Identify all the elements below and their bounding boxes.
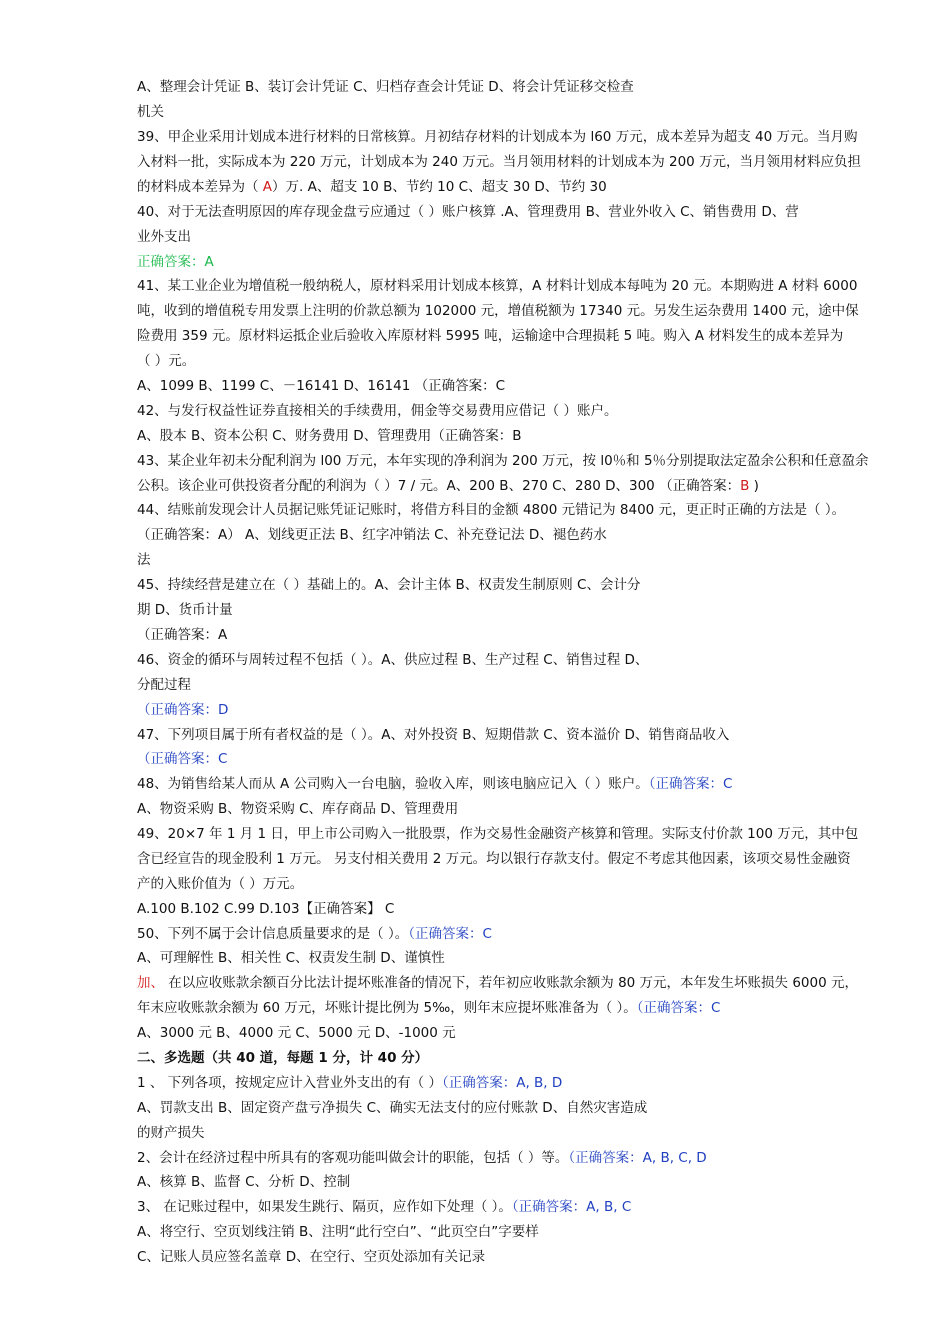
q45-line-1: 45、持续经营是建立在（ ）基础上的。A、会计主体 B、权责发生制原则 C、会计分 xyxy=(137,577,641,593)
mq1-text: 1 、 下列各项，按规定应计入营业外支出的有（ ） xyxy=(137,1075,442,1091)
extra-q-marker: 加、 xyxy=(137,975,164,991)
q45-answer: （正确答案：A xyxy=(137,627,228,643)
q41-line-1: 41、某工业企业为增值税一般纳税人，原材料采用计划成本核算，A 材料计划成本每吨为 20 元。本期购进 A 材料 6000 xyxy=(137,278,858,294)
mq1-line xyxy=(137,1073,562,1093)
extra-q-line-2 xyxy=(137,998,720,1018)
q43-line-1: 43、某企业年初未分配利润为 l00 万元，本年实现的净利润为 200 万元，按 l0％和 5％分别提取法定盈余公积和任意盈余 xyxy=(137,453,869,469)
mq1-options: A、罚款支出 B、固定资产盘亏净损失 C、确实无法支付的应付账款 D、自然灾害造成 xyxy=(137,1100,648,1116)
q49-options: A.100 B.102 C.99 D.103【正确答案】 C xyxy=(137,901,395,917)
q47-answer: （正确答案：C xyxy=(137,751,228,767)
q44-line-3: 法 xyxy=(137,552,151,568)
q43-answer-red: B xyxy=(740,478,750,494)
q39-options: ）万. A、超支 10 B、节约 10 C、超支 30 D、节约 30 xyxy=(272,179,607,195)
q44-line-1: 44、结账前发现会计人员据记账凭证记账时，将借方科目的金额 4800 元错记为 8400 元，更正时正确的方法是（ ）。 xyxy=(137,502,846,518)
q50-text: 50、下列不属于会计信息质量要求的是（ ）。 xyxy=(137,926,409,942)
mq3-options-2: C、记账人员应签名盖章 D、在空行、空页处添加有关记录 xyxy=(137,1249,486,1265)
q39-line-3 xyxy=(137,177,607,197)
mq1-options-cont: 的财产损失 xyxy=(137,1125,205,1141)
q48-text: 48、为销售给某人而从 A 公司购入一台电脑，验收入库，则该电脑应记入（ ）账户。 xyxy=(137,776,649,792)
extra-q-line-1 xyxy=(137,973,905,993)
q39-answer-red: A xyxy=(262,179,273,195)
mq2-answer: （正确答案：A, B, C, D xyxy=(568,1150,707,1166)
section-heading: 二、多选题（共 40 道，每题 1 分，计 40 分） xyxy=(137,1050,429,1066)
q39-text-before: 的材料成本差异为（ xyxy=(137,179,263,195)
q40-line-2: 业外支出 xyxy=(137,229,191,245)
q44-line-2: （正确答案：A） A、划线更正法 B、红字冲销法 C、补充登记法 D、褪色药水 xyxy=(137,527,607,543)
mq1-answer: （正确答案：A, B, D xyxy=(441,1075,563,1091)
q42-line: 42、与发行权益性证券直接相关的手续费用，佣金等交易费用应借记（ ）账户。 xyxy=(137,403,618,419)
q50-line xyxy=(137,924,492,944)
q46-line-1: 46、资金的循环与周转过程不包括（ ）。A、供应过程 B、生产过程 C、销售过程 D、 xyxy=(137,652,649,668)
q48-answer: （正确答案：C xyxy=(648,776,733,792)
q43-text-before: 公积。该企业可供投资者分配的利润为（ ）7 / 元。A、200 B、270 C、280 D、300 （正确答案： xyxy=(137,478,741,494)
q38-options-cont: 机关 xyxy=(137,104,164,120)
q39-line-1: 39、甲企业采用计划成本进行材料的日常核算。月初结存材料的计划成本为 l60 万元，成本差异为超支 40 万元。当月购 xyxy=(137,129,858,145)
q46-answer: （正确答案：D xyxy=(137,702,229,718)
q47-line: 47、下列项目属于所有者权益的是（ ）。A、对外投资 B、短期借款 C、资本溢价 D、销售商品收入 xyxy=(137,727,730,743)
mq3-line xyxy=(137,1197,631,1217)
q41-line-3: 险费用 359 元。原材料运抵企业后验收入库原材料 5995 吨，运输途中合理损耗 5 吨。购入 A 材料发生的成本差异为 xyxy=(137,328,844,344)
extra-q-text: 在以应收账款余额百分比法计提坏账准备的情况下，若年初应收账款余额为 80 万元，本年发生坏账损失 6000 元， xyxy=(164,975,858,991)
extra-q-options: A、3000 元 B、4000 元 C、5000 元 D、-1000 元 xyxy=(137,1025,456,1041)
q43-line-2 xyxy=(137,476,759,496)
mq3-answer: （正确答案：A, B, C xyxy=(511,1199,632,1215)
q49-line-1: 49、20×7 年 1 月 1 日，甲上市公司购入一批股票，作为交易性金融资产核算和管理。实际支付价款 100 万元，其中包 xyxy=(137,826,859,842)
q50-answer: （正确答案：C xyxy=(408,926,492,942)
q38-options-line: A、整理会计凭证 B、装订会计凭证 C、归档存查会计凭证 D、将会计凭证移交检查 xyxy=(137,79,634,95)
q43-text-after: ) xyxy=(749,478,759,494)
q50-options: A、可理解性 B、相关性 C、权责发生制 D、谨慎性 xyxy=(137,950,445,966)
q49-line-3: 产的入账价值为（ ）万元。 xyxy=(137,876,304,892)
mq3-options-1: A、将空行、空页划线注销 B、注明“此行空白”、“此页空白”字要样 xyxy=(137,1224,539,1240)
q40-line-1: 40、对于无法查明原因的库存现金盘亏应通过（ ）账户核算 .A、管理费用 B、营业外收入 C、销售费用 D、营 xyxy=(137,204,799,220)
extra-q-answer: （正确答案：C xyxy=(636,1000,721,1016)
q40-answer: 正确答案：A xyxy=(137,254,214,270)
mq2-line xyxy=(137,1148,707,1168)
mq2-text: 2、会计在经济过程中所具有的客观功能叫做会计的职能，包括（ ）等。 xyxy=(137,1150,569,1166)
mq3-text: 3、 在记账过程中，如果发生跳行、隔页，应作如下处理（ ）。 xyxy=(137,1199,512,1215)
q46-line-2: 分配过程 xyxy=(137,677,191,693)
q48-options: A、物资采购 B、物资采购 C、库存商品 D、管理费用 xyxy=(137,801,459,817)
extra-q-text-2: 年末应收账款余额为 60 万元，坏账计提比例为 5‰，则年末应提坏账准备为（ ）。 xyxy=(137,1000,637,1016)
q45-line-2: 期 D、货币计量 xyxy=(137,602,233,618)
q42-options: A、股本 B、资本公积 C、财务费用 D、管理费用（正确答案：B xyxy=(137,428,522,444)
q41-line-4: （ ）元。 xyxy=(137,353,196,369)
q48-line xyxy=(137,774,732,794)
q39-line-2: 入材料一批，实际成本为 220 万元，计划成本为 240 万元。当月领用材料的计划成本为 200 万元，当月领用材料应负担 xyxy=(137,154,862,170)
q41-options: A、1099 B、1199 C、－16141 D、16141 （正确答案：C xyxy=(137,378,506,394)
q49-line-2: 含已经宣告的现金股利 1 万元。 另支付相关费用 2 万元。均以银行存款支付。假定不考虑其他因素，该项交易性金融资 xyxy=(137,851,851,867)
q41-line-2: 吨，收到的增值税专用发票上注明的价款总额为 102000 元，增值税额为 17340 元。另发生运杂费用 1400 元，途中保 xyxy=(137,303,859,319)
mq2-options: A、核算 B、监督 C、分析 D、控制 xyxy=(137,1174,351,1190)
